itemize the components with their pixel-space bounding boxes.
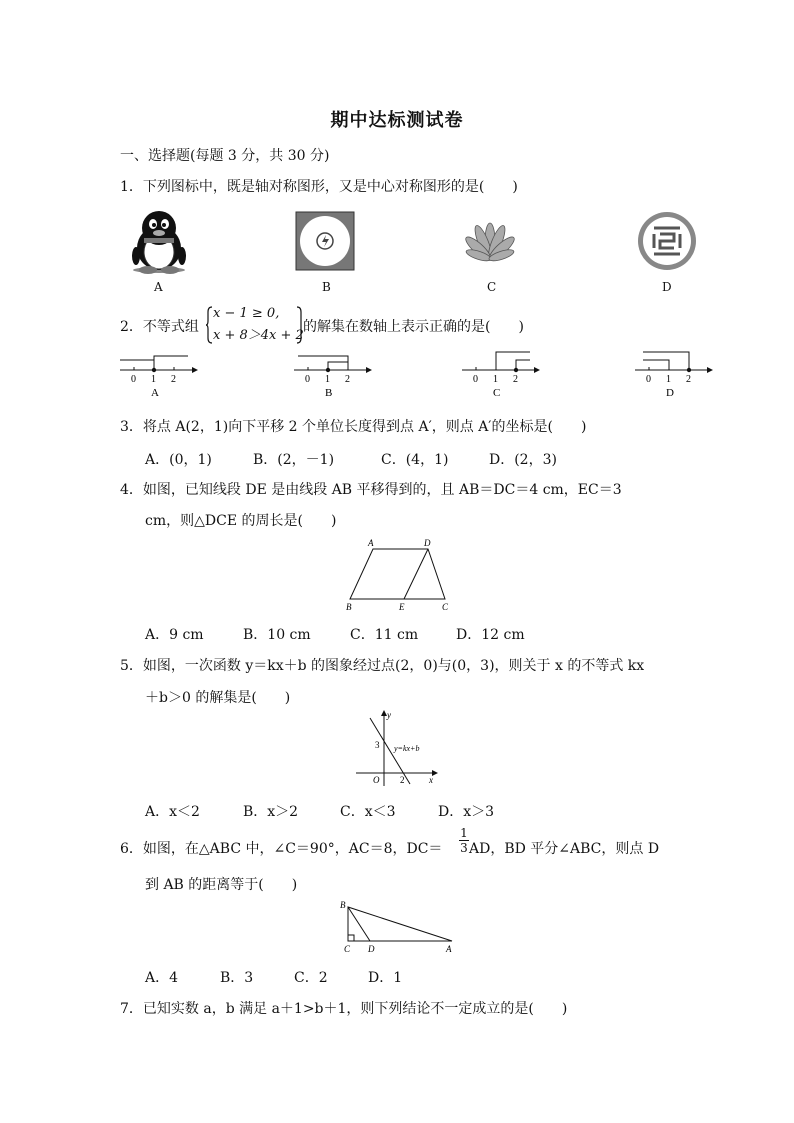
q2-label-d: D: [666, 387, 674, 398]
fig-label: C: [442, 602, 449, 612]
fig-label: y=kx+b: [394, 744, 420, 753]
fig-label: B: [346, 602, 352, 612]
q4-figure: [340, 535, 460, 615]
q7-stem: 7．已知实数 a，b 满足 a＋1>b＋1，则下列结论不一定成立的是( ): [120, 1001, 568, 1017]
fraction-numerator: 1: [460, 826, 468, 840]
q5-stem-line2: ＋b＞0 的解集是( ): [145, 690, 291, 706]
fig-label: 3: [375, 740, 380, 750]
q3-stem: 3．将点 A(2，1)向下平移 2 个单位长度得到点 A′，则点 A′的坐标是( ): [120, 419, 587, 435]
fig-label: A: [368, 538, 374, 548]
fig-label: E: [399, 602, 405, 612]
q1-label-c: C: [487, 280, 497, 294]
fan-petals-icon: [455, 209, 525, 273]
tick-0: 0: [131, 374, 136, 385]
tick-2: 2: [345, 374, 350, 385]
left-brace-icon: [205, 306, 213, 344]
q2-system-line1: x − 1 ≥ 0,: [213, 306, 280, 321]
fig-label: 2: [400, 775, 405, 785]
q2-label-a: A: [151, 387, 159, 398]
q1-label-a: A: [154, 280, 163, 294]
q3-option-a: A．(0，1): [145, 452, 212, 468]
q4-stem-line2: cm，则△DCE 的周长是( ): [145, 513, 337, 529]
fig-label: y: [387, 710, 391, 720]
fig-label: A: [446, 944, 452, 954]
bank-logo-icon: [636, 210, 698, 272]
q2-numberline-c: [452, 346, 542, 398]
q5-figure: [352, 706, 442, 788]
q2-label-c: C: [493, 387, 501, 398]
fraction: [459, 826, 469, 855]
q6-stem-line2: 到 AB 的距离等于( ): [145, 877, 298, 893]
q6-option-c: C．2: [294, 970, 328, 986]
q2-numberline-a: [110, 346, 200, 398]
section-heading: 一、选择题(每题 3 分，共 30 分): [120, 148, 330, 164]
q4-option-d: D．12 cm: [456, 627, 525, 643]
q6-stem-line1-suffix: AD，BD 平分∠ABC，则点 D: [469, 841, 660, 857]
q1-label-b: B: [322, 280, 331, 294]
tick-0: 0: [305, 374, 310, 385]
tick-1: 1: [151, 374, 156, 385]
q3-option-c: C．(4，1): [381, 452, 449, 468]
q1-label-d: D: [662, 280, 672, 294]
q3-option-b: B．(2，－1): [253, 452, 335, 468]
q4-stem-line1: 4．如图，已知线段 DE 是由线段 AB 平移得到的，且 AB＝DC＝4 cm，EC＝3: [120, 482, 622, 498]
q4-option-c: C．11 cm: [350, 627, 419, 643]
q6-figure: [336, 897, 461, 957]
power-logo-icon: [295, 211, 355, 271]
fig-label: B: [340, 900, 346, 910]
fig-label: x: [429, 775, 433, 785]
fig-label: D: [424, 538, 431, 548]
tick-1: 1: [493, 374, 498, 385]
q6-option-b: B．3: [220, 970, 254, 986]
q2-stem-prefix: 2．不等式组: [120, 319, 199, 335]
q5-option-d: D．x＞3: [438, 804, 495, 820]
q2-numberline-b: [284, 346, 374, 398]
page-title: 期中达标测试卷: [330, 110, 464, 131]
q6-stem-line1-prefix: 6．如图，在△ABC 中，∠C＝90°，AC＝8，DC＝: [120, 841, 443, 857]
fig-label: C: [344, 944, 351, 954]
tick-1: 1: [325, 374, 330, 385]
q5-stem-line1: 5．如图，一次函数 y＝kx＋b 的图象经过点(2，0)与(0，3)，则关于 x 的不等式 kx: [120, 658, 645, 674]
q5-option-c: C．x＜3: [340, 804, 396, 820]
fig-label: O: [373, 775, 380, 785]
fig-label: D: [368, 944, 375, 954]
tick-2: 2: [513, 374, 518, 385]
q5-option-b: B．x＞2: [243, 804, 299, 820]
q6-option-d: D．1: [368, 970, 403, 986]
q1-stem: 1．下列图标中，既是轴对称图形，又是中心对称图形的是( ): [120, 179, 518, 195]
q4-option-b: B．10 cm: [243, 627, 311, 643]
q6-option-a: A．4: [145, 970, 179, 986]
q2-stem-suffix: 的解集在数轴上表示正确的是( ): [303, 319, 524, 335]
q4-option-a: A．9 cm: [145, 627, 204, 643]
penguin-icon: [126, 208, 192, 274]
tick-0: 0: [646, 374, 651, 385]
tick-0: 0: [473, 374, 478, 385]
q2-numberline-d: [625, 346, 715, 398]
tick-2: 2: [686, 374, 691, 385]
q3-option-d: D．(2，3): [489, 452, 557, 468]
q2-label-b: B: [325, 387, 333, 398]
fraction-denominator: 3: [460, 841, 468, 855]
tick-2: 2: [171, 374, 176, 385]
q2-system-line2: x + 8＞4x + 2: [213, 328, 304, 343]
tick-1: 1: [666, 374, 671, 385]
q5-option-a: A．x＜2: [145, 804, 200, 820]
